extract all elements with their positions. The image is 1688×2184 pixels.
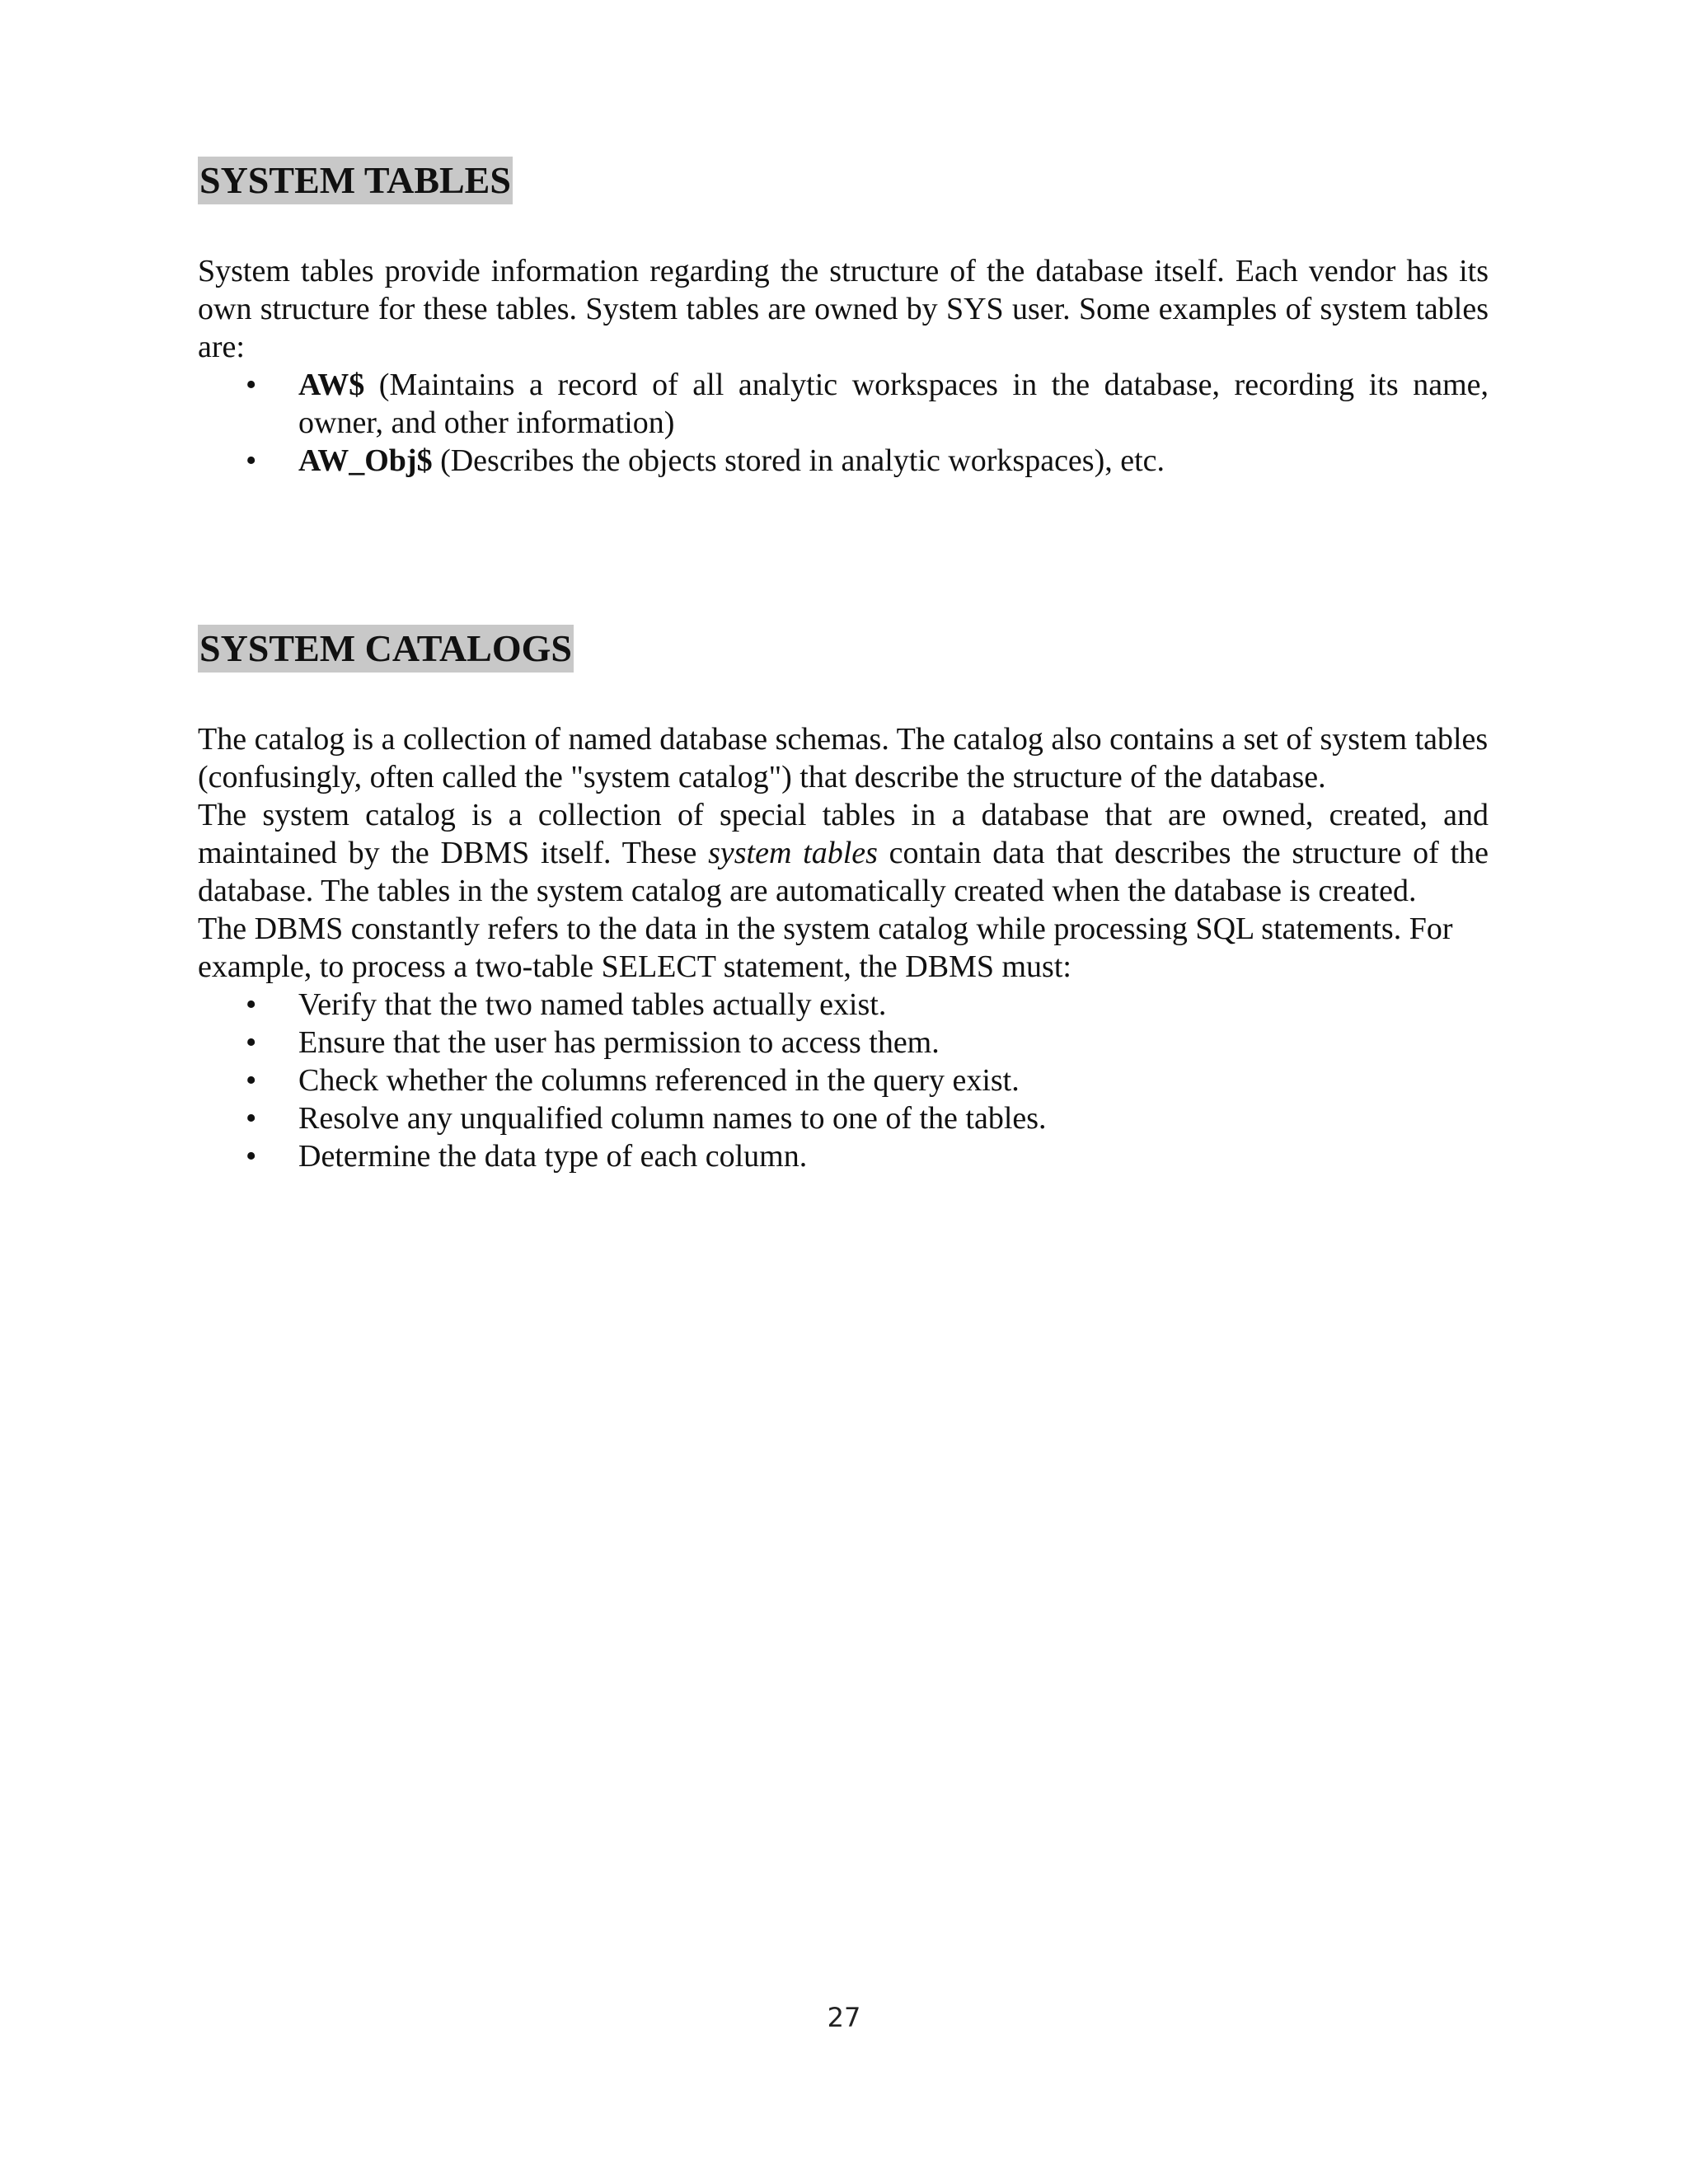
bullet-icon: • (246, 1139, 257, 1174)
page-content (198, 157, 1489, 1175)
bullet-term: AW_Obj$ (298, 443, 433, 478)
dbms-steps-list (198, 986, 1489, 1175)
spacer (198, 480, 1489, 625)
list-item (198, 366, 1489, 442)
paragraph-text: The system catalog is a collection of special tables in a database that are owned, created, and maintained by the DBMS itself. These (198, 798, 1489, 870)
bullet-icon: • (246, 1101, 257, 1136)
bullet-icon: • (246, 368, 257, 402)
bullet-icon: • (246, 1025, 257, 1060)
spacer (198, 204, 1489, 252)
list-item (198, 442, 1489, 480)
list-item (198, 1099, 1489, 1137)
list-item (198, 1024, 1489, 1062)
bullet-text: Resolve any unqualified column names to one of the tables. (298, 1101, 1047, 1136)
system-tables-examples-list (198, 366, 1489, 480)
catalog-paragraph-1: The catalog is a collection of named database schemas. The catalog also contains a set of system tables (confusingly, often called the "system catalog") that describe the structure of the database. (198, 722, 1489, 794)
paragraph-italic-text: system tables (708, 836, 878, 870)
list-item (198, 986, 1489, 1024)
bullet-icon: • (246, 1063, 257, 1098)
bullet-icon: • (246, 987, 257, 1022)
bullet-text: Determine the data type of each column. (298, 1139, 808, 1174)
bullet-text: (Maintains a record of all analytic workspaces in the database, recording its name, owner, and other information) (298, 368, 1489, 440)
section-heading-system-tables: SYSTEM TABLES (198, 157, 513, 204)
section-heading-system-catalogs: SYSTEM CATALOGS (198, 625, 574, 673)
spacer (198, 673, 1489, 720)
paragraph-text: contain data that describes the structure of the database. The tables in the system catalog are automatically created when the database is created. (198, 836, 1489, 908)
bullet-text: Verify that the two named tables actually exist. (298, 987, 887, 1022)
bullet-term: AW$ (298, 368, 365, 402)
list-item (198, 1062, 1489, 1099)
catalog-paragraph-3: The DBMS constantly refers to the data in the system catalog while processing SQL statements. For example, to process a two-table SELECT statement, the DBMS must: (198, 912, 1453, 984)
system-tables-paragraph: System tables provide information regarding the structure of the database itself. Each vendor has its own structure for these tables. System tables are owned by SYS user. Some examples of system tables are: (198, 254, 1489, 364)
list-item (198, 1137, 1489, 1175)
bullet-text: (Describes the objects stored in analytic workspaces), etc. (432, 443, 1165, 478)
catalog-paragraph-2 (198, 796, 1489, 910)
page-number: 27 (827, 2002, 861, 2033)
bullet-icon: • (246, 443, 257, 478)
bullet-text: Check whether the columns referenced in the query exist. (298, 1063, 1020, 1098)
bullet-text: Ensure that the user has permission to access them. (298, 1025, 940, 1060)
